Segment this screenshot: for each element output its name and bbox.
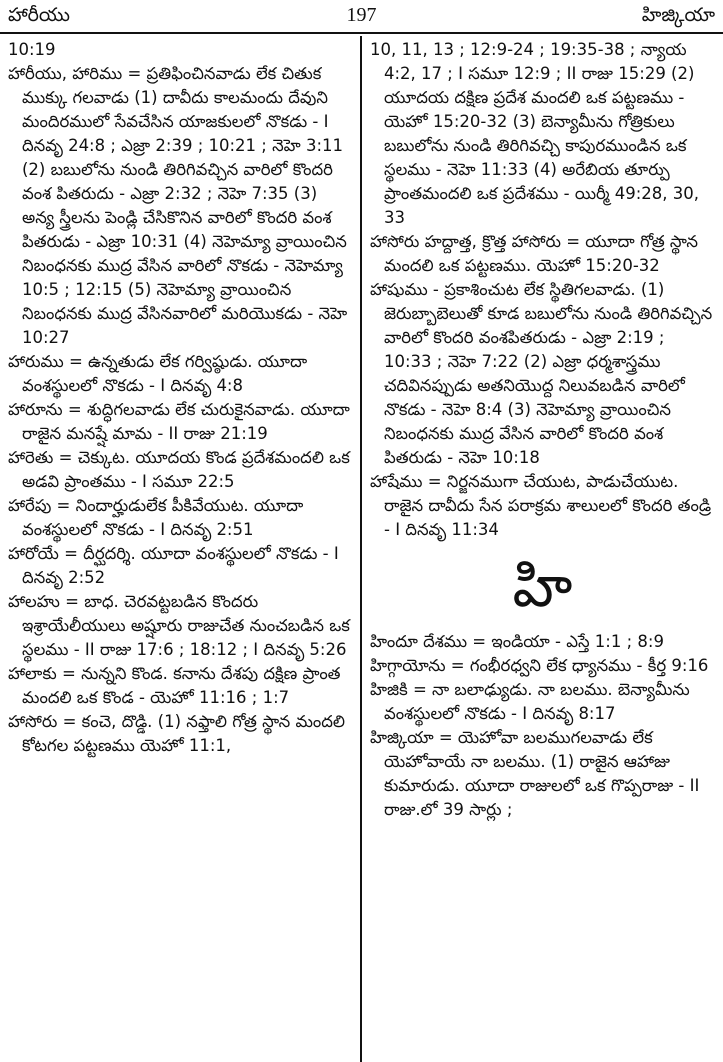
dictionary-entry: హారుము = ఉన్నతుడు లేక గర్విష్ఠుడు. యూదా వంశస్థులలో నొకడు - I దినవృ 4:8 <box>8 352 308 395</box>
page-number: 197 <box>346 4 377 26</box>
left-column <box>8 38 352 758</box>
header-left-word: హారీయు <box>8 4 70 26</box>
dictionary-entry: హారెతు = చెక్కుట. యూదయ కొండ ప్రదేశమందలి ఒక అడవి ప్రాంతము - I సమూ 22:5 <box>8 448 350 491</box>
dictionary-entry: 10, 11, 13 ; 12:9-24 ; 19:35-38 ; న్యాయ 4:2, 17 ; I సమూ 12:9 ; II రాజు 15:29 (2) యూదయ దక్షిణ ప్రదేశ మందలి ఒక పట్టణము - యెహో 15:20-32 (3) బెన్యామీను గోత్రికులు బబులోను నుండి తిరిగివచ్చి కాపురముండిన ఒక స్థలము - నెహె 11:33 (4) అరేబియ తూర్పు ప్రాంతమందలి ఒక ప్రదేశము - యిర్మీ 49:28, 30, 33 <box>370 40 700 227</box>
dictionary-entry: హారీయు, హారిము = ప్రతిఫించినవాడు లేక చితుక ముక్కు గలవాడు (1) దావీదు కాలమందు దేవుని మందిరములో సేవచేసిన యాజకులలో నొకడు - I దినవృ 24:8 ; ఎజ్రా 2:39 ; 10:21 ; నెహె 3:11 (2) బబులోను నుండి తిరిగివచ్చిన వారిలో కొందరి వంశ పితరుదు - ఎజ్రా 2:32 ; నెహె 7:35 (3) అన్య స్త్రీలను పెండ్లి చేసికొనిన వారిలో కొందరి వంశ పితరుడు - ఎజ్రా 10:31 (4) నెహెమ్యా వ్రాయించిన నిబంధనకు ముద్ర వేసిన వారిలో నొకడు - నెహెమ్యా 10:5 ; 12:15 (5) నెహెమ్యా వ్రాయించిన నిబంధనకు ముద్ర వేసినవారిలో మరియొకడు - నెహె 10:27 <box>8 64 348 347</box>
dictionary-entry: హాషుము - ప్రకాశించుట లేక స్థితిగలవాడు. (1) జెరుబ్బాబెలుతో కూడ బబులోను నుండి తిరిగివచ్చిన వారిలో కొందరి వంశపితరుడు - ఎజ్రా 2:19 ; 10:33 ; నెహె 7:22 (2) ఎజ్రా ధర్మశాస్త్రము చదివినప్పుడు అతనియొద్ద నిలువబడిన వారిలో నొకడు - నెహె 8:4 (3) నెహెమ్యా వ్రాయించిన నిబంధనకు ముద్ర వేసిన వారిలో కొందరి వంశ పితరుడు - నెహె 10:18 <box>370 280 713 467</box>
column-divider <box>360 36 362 1062</box>
header-rule <box>0 32 723 34</box>
page-header <box>0 0 723 32</box>
dictionary-entry: హాసోరు = కంచె, దొడ్డి. (1) నఫ్తాలి గోత్ర స్థాన మందలి కోటగల పట్టణము యెహో 11:1, <box>8 712 346 755</box>
dictionary-entry: హిజికి = నా బలాఢ్యుడు. నా బలము. బెన్యామీను వంశస్థులలో నొకడు - I దినవృ 8:17 <box>370 680 690 723</box>
dictionary-entry: హాసోరు హద్దాత్త, క్రొత్త హాసోరు = యూదా గోత్ర స్థాన మందలి ఒక పట్టణము. యెహో 15:20-32 <box>370 232 698 275</box>
header-right-word: హిజ్కియా <box>641 4 715 26</box>
dictionary-entry: 10:19 <box>8 40 56 59</box>
dictionary-entry: హారోయే = దీర్ఘదర్శి. యూదా వంశస్థులలో నొకడు - I దినవృ 2:52 <box>8 544 339 587</box>
dictionary-entry: హాలాకు = నున్నని కొండ. కనాను దేశపు దక్షిణ ప్రాంత మందలి ఒక కొండ - యెహో 11:16 ; 1:7 <box>8 664 341 707</box>
dictionary-entry: హారూను = శుద్ధిగలవాడు లేక చురుకైనవాడు. యూదా రాజైన మనష్షే మామ - II రాజు 21:19 <box>8 400 350 443</box>
dictionary-entry: హిందూ దేశము = ఇండియా - ఎస్తే 1:1 ; 8:9 <box>370 632 664 651</box>
dictionary-entry: హాషేము = నిర్జనముగా చేయుట, పాడుచేయుట. రాజైన దావీదు సేన పరాక్రమ శాలులలో కొందరి తండ్రి - I దినవృ 11:34 <box>370 472 712 539</box>
right-column <box>370 38 715 822</box>
dictionary-entry: హాలహు = బాధ. చెరవట్టబడిన కొందరు ఇశ్రాయేలీయులు అష్షూరు రాజుచేత నుంచబడిన ఒక స్థలము - II రాజు 17:6 ; 18:12 ; I దినవృ 5:26 <box>8 592 350 659</box>
section-letter-heading: హి <box>512 552 573 620</box>
dictionary-entry: హారేపు = నిందార్హుడులేక పీకివేయుట. యూదా వంశస్థులలో నొకడు - I దినవృ 2:51 <box>8 496 304 539</box>
dictionary-entry: హిజ్కియా = యెహోవా బలముగలవాడు లేక యెహోవాయే నా బలము. (1) రాజైన ఆహాజు కుమారుడు. యూదా రాజులలో ఒక గొప్పరాజు - II రాజు.లో 39 సార్లు ; <box>370 728 700 819</box>
dictionary-entry: హిగ్గాయోను = గంభీరధ్వని లేక ధ్యానము - కీర్త 9:16 <box>370 656 709 675</box>
